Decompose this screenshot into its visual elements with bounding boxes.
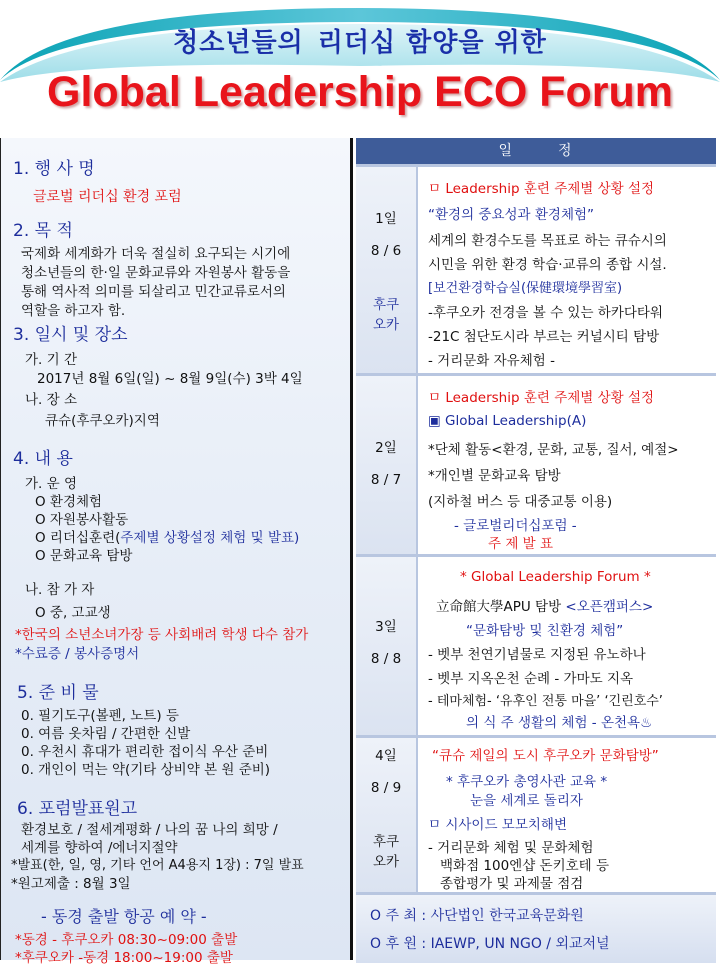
day3-visit-highlight: <오픈캠퍼스> — [565, 599, 654, 615]
day4-place-2: 오카 — [372, 854, 400, 870]
day2-line-2: *개인별 문화교육 탐방 — [428, 468, 561, 484]
day3-last: 의 식 주 생활의 체험 - 온천욕♨ — [466, 715, 653, 731]
s5-line-4: 0. 개인이 먹는 약(기타 상비약 본 원 준비) — [21, 762, 271, 778]
s5-line-1: 0. 필기도구(볼펜, 노트) 등 — [21, 708, 179, 724]
s4-ops-label: 가. 운 영 — [25, 476, 77, 492]
day4-title: “큐슈 제일의 도시 후쿠오카 문화탐방” — [432, 748, 659, 764]
day4-label — [356, 738, 418, 892]
schedule-header — [356, 138, 716, 164]
day4-sub-2: 눈을 세계로 돌리자 — [470, 793, 583, 809]
day2-line-1: *단체 활동<환경, 문화, 교통, 질서, 예절> — [428, 442, 679, 458]
s2-line-1: 국제화 세계화가 더욱 절실히 요구되는 시기에 — [21, 246, 291, 262]
day4-line-1: - 거리문화 체험 및 문화체험 — [428, 840, 594, 856]
s2-line-2: 청소년들의 한·일 문화교류와 자원봉사 활동을 — [21, 265, 291, 281]
day2-forum-2: 주 제 발 표 — [488, 536, 554, 552]
s4-op-3 — [35, 526, 299, 546]
day1-line-5: -21C 첨단도시라 부르는 커널시티 탐방 — [428, 329, 660, 345]
day3-line-1: - 벳부 천연기념물로 지정된 유노하나 — [428, 647, 646, 663]
s2-heading: 2. 목 적 — [13, 221, 73, 241]
day2-title: ㅁ Leadership 훈련 주제별 상황 설정 — [428, 390, 655, 406]
s3-place: 큐슈(후쿠오카)지역 — [45, 413, 160, 429]
day2-line-3: (지하철 버스 등 대중교통 이용) — [428, 494, 613, 510]
flight-line-1: *동경 - 후쿠오카 08:30~09:00 출발 — [15, 932, 238, 948]
s6-line-2: 세계를 향하여 /에너지절약 — [21, 840, 178, 856]
day4-line-3: 종합평가 및 과제물 점검 — [440, 876, 584, 892]
s2-line-4: 역할을 하고자 함. — [21, 303, 126, 319]
footer-host: O 주 최 : 사단법인 한국교육문화원 — [370, 908, 584, 924]
day3-title: * Global Leadership Forum * — [460, 569, 651, 585]
s6-line-3: *발표(한, 일, 영, 기타 언어 A4용지 1장) : 7일 발표 — [11, 858, 304, 873]
s3-period-label: 가. 기 간 — [25, 352, 77, 368]
day1-title: ㅁ Leadership 훈련 주제별 상황 설정 — [428, 181, 655, 197]
s3-period: 2017년 8월 6일(일) ~ 8월 9일(수) 3박 4일 — [37, 371, 303, 387]
schedule-panel — [356, 138, 720, 960]
day4-day: 4일 — [375, 748, 397, 764]
day1-line-1: 세계의 환경수도를 목표로 하는 큐슈시의 — [428, 233, 667, 249]
s6-heading: 6. 포럼발표원고 — [17, 799, 138, 819]
day4-place-1: 후쿠 — [372, 834, 400, 850]
day1-line-4: -후쿠오카 전경을 볼 수 있는 하카다타워 — [428, 305, 663, 321]
s4-op-4: O 문화교육 탐방 — [35, 548, 133, 564]
day3-day: 3일 — [375, 619, 397, 635]
s4-note-1: *한국의 소년소녀가장 등 사회배려 학생 다수 참가 — [15, 627, 309, 643]
day2-sub: ▣ Global Leadership(A) — [428, 413, 587, 429]
day3-sub: “문화탐방 및 친환경 체험” — [466, 623, 624, 639]
day2-label — [356, 376, 418, 554]
header-subtitle — [0, 22, 720, 59]
day1-line-3: [보건환경학습실(保健環境學習室) — [428, 281, 623, 296]
subtitle-part1: 청소년들의 — [173, 28, 304, 58]
s4-op-3-text: O 리더십훈련( — [35, 530, 121, 546]
day1-day: 1일 — [375, 211, 397, 227]
day1-sub: “환경의 중요성과 환경체험” — [428, 207, 595, 223]
day2-date: 8 / 7 — [370, 472, 402, 488]
s6-line-4: *원고제출 : 8월 3일 — [11, 876, 131, 892]
day3-box — [356, 554, 716, 735]
s1-text: 글로벌 리더십 환경 포럼 — [33, 189, 182, 205]
header-banner — [0, 0, 720, 132]
s4-op-1: O 환경체험 — [35, 494, 103, 510]
day1-date: 8 / 6 — [370, 243, 402, 259]
s6-line-1: 환경보호 / 절세계평화 / 나의 꿈 나의 희망 / — [21, 822, 278, 838]
day3-visit — [436, 595, 653, 615]
day4-date: 8 / 9 — [370, 780, 402, 796]
day4-sub-1: * 후쿠오카 총영사관 교육 * — [446, 774, 608, 790]
flight-line-2: *후쿠오카 -동경 18:00~19:00 출발 — [15, 950, 233, 966]
day1-place-1: 후쿠 — [372, 297, 400, 313]
s1-heading: 1. 행 사 명 — [13, 159, 95, 179]
day2-day: 2일 — [375, 440, 397, 456]
day4-line-2: 백화점 100엔샵 돈키호테 등 — [440, 858, 610, 874]
s5-line-2: 0. 여름 옷차림 / 간편한 신발 — [21, 726, 191, 742]
day3-label — [356, 557, 418, 735]
schedule-header-left: 일 — [498, 143, 514, 159]
day4-seaside: ㅁ 시사이드 모모치해변 — [428, 817, 567, 833]
day3-date: 8 / 8 — [370, 651, 402, 667]
s3-heading: 3. 일시 및 장소 — [13, 325, 128, 345]
subtitle-part2: 리더십 함양을 위한 — [317, 28, 547, 58]
day1-line-2: 시민을 위한 환경 학습·교류의 종합 시설. — [428, 257, 667, 273]
day3-line-3: - 테마체험- ‘유후인 전통 마을’ ‘긴린호수’ — [428, 694, 663, 709]
flight-heading: - 동경 출발 항공 예 약 - — [41, 907, 207, 926]
organizer-footer — [356, 892, 716, 963]
schedule-header-right: 정 — [558, 143, 574, 159]
s5-line-3: 0. 우천시 휴대가 편리한 접이식 우산 준비 — [21, 744, 269, 760]
s3-place-label: 나. 장 소 — [25, 392, 77, 408]
day2-forum-1: - 글로벌리더십포럼 - — [454, 518, 577, 534]
day3-visit-text: 立命館大學APU 탐방 — [436, 599, 566, 615]
s4-note-2: *수료증 / 봉사증명서 — [15, 646, 140, 662]
s4-op-3-highlight: 주제별 상황설정 체험 및 발표) — [120, 530, 300, 546]
day1-label — [356, 167, 418, 373]
day1-line-6: - 거리문화 자유체험 - — [428, 353, 555, 369]
page-title: Global Leadership ECO Forum — [47, 68, 673, 116]
day4-box — [356, 735, 716, 892]
day1-place-2: 오카 — [372, 317, 400, 333]
s5-heading: 5. 준 비 물 — [17, 683, 99, 703]
s4-participants: O 중, 고교생 — [35, 605, 111, 621]
day2-box — [356, 373, 716, 554]
footer-sponsor: O 후 원 : IAEWP, UN NGO / 외교저널 — [370, 936, 610, 952]
day1-box — [356, 164, 716, 373]
column-divider — [350, 138, 353, 960]
day3-line-2: - 벳부 지옥온천 순례 - 가마도 지옥 — [428, 671, 634, 687]
left-column — [0, 138, 351, 966]
s2-line-3: 통해 역사적 의미를 되살리고 민간교류로서의 — [21, 284, 286, 300]
s4-participants-label: 나. 참 가 자 — [25, 582, 95, 598]
s4-heading: 4. 내 용 — [13, 449, 73, 469]
s4-op-2: O 자원봉사활동 — [35, 512, 129, 528]
